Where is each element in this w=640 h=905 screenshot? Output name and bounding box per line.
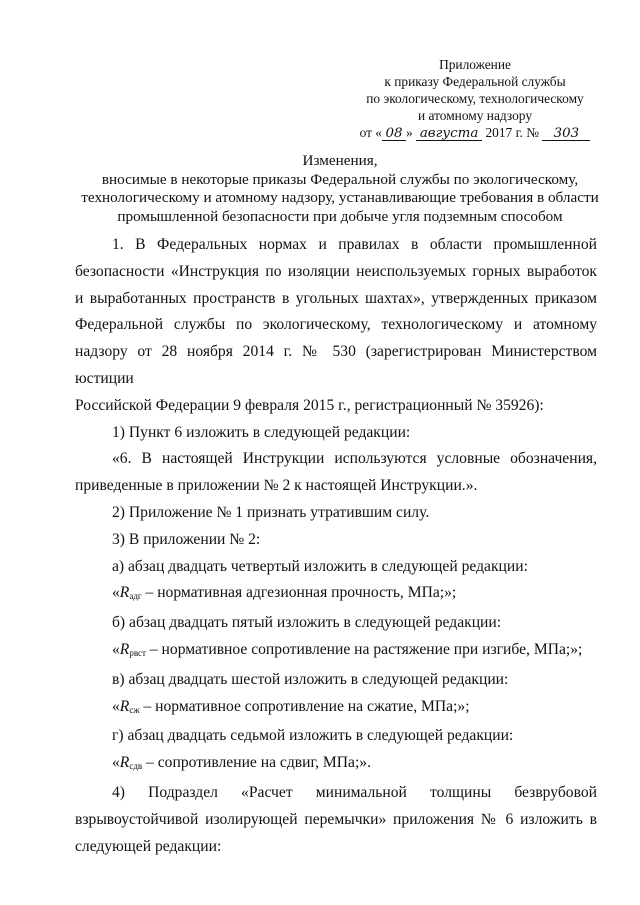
- document-body: [75, 232, 597, 860]
- formula-r-rvst-text: – нормативное сопротивление на растяжение при изгибе, МПа;»;: [145, 640, 583, 658]
- paragraph-1-line-6: Российской Федерации 9 февраля 2015 г., регистрационный № 35926):: [75, 396, 544, 414]
- title-line-2: вносимые в некоторые приказы Федеральной службы по экологическому,: [101, 170, 579, 188]
- paragraph-7: б) абзац двадцать пятый изложить в следующей редакции:: [112, 614, 502, 632]
- formula-r-rvst-subscript: рвст: [129, 647, 146, 658]
- paragraph-1-line-3: и выработанных пространств в угольных шахтах», утвержденных приказом: [75, 289, 597, 307]
- paragraph-1-line-1: 1. В Федеральных нормах и правилах в области промышленной: [112, 236, 597, 253]
- handwritten-order-number: 303: [542, 127, 590, 141]
- date-mid: »: [406, 125, 413, 140]
- appendix-line-3: по экологическому, технологическому: [366, 91, 584, 106]
- formula-r-szh-subscript: сж: [129, 704, 140, 715]
- appendix-header: [340, 56, 610, 141]
- handwritten-month: августа: [416, 127, 482, 141]
- paragraph-9: г) абзац двадцать седьмой изложить в следующей редакции:: [112, 727, 514, 745]
- formula-r-sdv-subscript: сдв: [129, 761, 143, 772]
- formula-r-sdv: [75, 750, 597, 780]
- title-line-3: технологическому и атомному надзору, устанавливающие требования в области: [81, 189, 599, 207]
- formula-r-adg-text: – нормативная адгезионная прочность, МПа;»;: [141, 584, 457, 602]
- formula-r-szh-open: «: [112, 697, 120, 715]
- paragraph-10-line-3: следующей редакции:: [75, 837, 222, 855]
- paragraph-10-line-2: взрывоустойчивой изолирующей перемычки» приложения № 6 изложить в: [75, 810, 597, 828]
- appendix-line-4: и атомному надзору: [417, 108, 533, 123]
- formula-r-rvst-symbol: R: [119, 640, 130, 658]
- handwritten-day: 08: [382, 127, 406, 141]
- title-line-1: Изменения,: [302, 152, 378, 169]
- formula-r-adg: [75, 580, 597, 610]
- paragraph-1-line-4: Федеральной службы по экологическому, технологическому и атомному: [75, 316, 597, 334]
- formula-r-sdv-open: «: [112, 754, 120, 772]
- date-year: 2017 г. №: [485, 125, 540, 140]
- paragraph-3-line-1: «6. В настоящей Инструкции используются условные обозначения,: [112, 450, 597, 468]
- appendix-line-1: Приложение: [439, 57, 511, 72]
- formula-r-szh-symbol: R: [119, 697, 130, 715]
- paragraph-5: 3) В приложении № 2:: [112, 530, 261, 548]
- formula-r-adg-symbol: R: [119, 584, 130, 602]
- formula-r-szh: [75, 694, 597, 724]
- paragraph-1-line-2: безопасности «Инструкция по изоляции неиспользуемых горных выработок: [75, 262, 597, 280]
- paragraph-4: 2) Приложение № 1 признать утратившим силу.: [112, 503, 430, 521]
- title-line-4: промышленной безопасности при добыче угля подземным способом: [117, 207, 563, 225]
- appendix-date-line: [340, 124, 610, 141]
- formula-r-adg-subscript: адг: [129, 591, 142, 602]
- paragraph-10-line-1: 4) Подраздел «Расчет минимальной толщины безврубовой: [112, 783, 597, 801]
- paragraph-6: а) абзац двадцать четвертый изложить в следующей редакции:: [112, 557, 528, 575]
- paragraph-1-line-5: надзору от 28 ноября 2014 г. № 530 (зарегистрирован Министерством юстиции: [75, 343, 597, 387]
- formula-r-sdv-text: – сопротивление на сдвиг, МПа;».: [142, 754, 371, 772]
- formula-r-sdv-symbol: R: [119, 754, 130, 772]
- formula-r-szh-text: – нормативное сопротивление на сжатие, МПа;»;: [139, 697, 470, 715]
- document-title: [40, 152, 640, 226]
- appendix-line-2: к приказу Федеральной службы: [384, 74, 566, 89]
- paragraph-8: в) абзац двадцать шестой изложить в следующей редакции:: [112, 670, 509, 688]
- paragraph-3-line-2: приведенные в приложении № 2 к настоящей Инструкции.».: [75, 477, 478, 495]
- date-prefix: от «: [359, 125, 383, 140]
- formula-r-rvst-open: «: [112, 640, 120, 658]
- formula-r-adg-open: «: [112, 584, 120, 602]
- paragraph-2: 1) Пункт 6 изложить в следующей редакции:: [112, 423, 411, 441]
- formula-r-rvst: [75, 637, 597, 667]
